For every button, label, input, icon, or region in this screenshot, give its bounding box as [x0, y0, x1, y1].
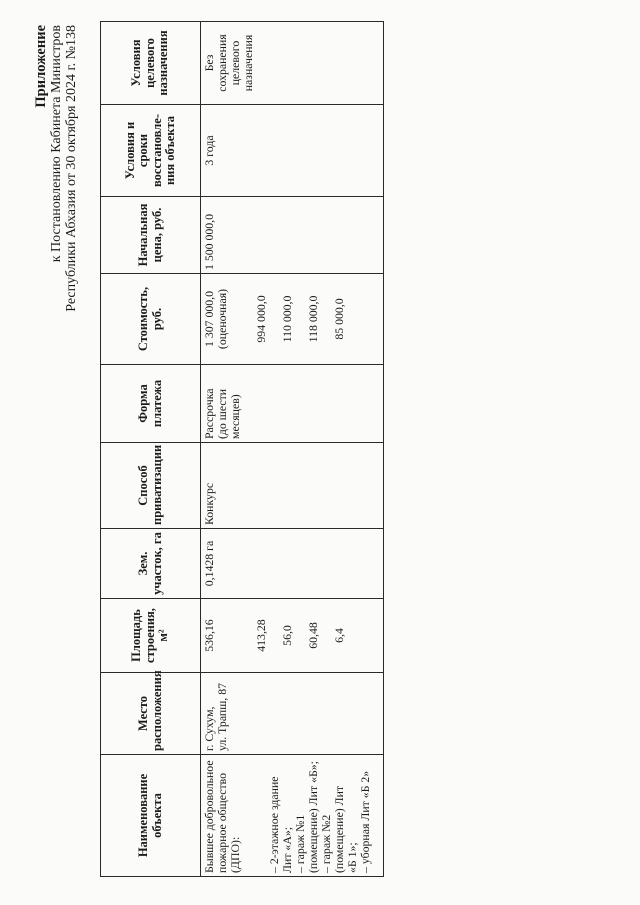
location-line: ул. Трапш, 87 [215, 683, 229, 751]
payment-line: Рассрочка [202, 388, 216, 439]
name-part-line: Лит «А»; [280, 826, 294, 873]
name-intro-line: (ДПО): [228, 836, 242, 873]
cell-method: Конкурс [201, 443, 384, 529]
cost-part: 110 000,0 [280, 295, 294, 343]
table-header-row [101, 22, 201, 877]
name-part-line: – гараж №1 [293, 814, 307, 873]
name-part-line: «Б 1»; [345, 842, 359, 873]
column-header-cost: Стоимость, руб. [101, 274, 201, 365]
payment-line: (до шести [215, 388, 229, 439]
column-header-payment: Форма платежа [101, 365, 201, 443]
area-total: 536,16 [202, 619, 216, 652]
name-intro-line: Бывшее добровольное [202, 760, 216, 873]
column-header-land: Зем. участок, га [101, 529, 201, 599]
decree-line-2: Республики Абхазия от 30 октября 2024 г. №138 [64, 25, 79, 312]
cost-part: 85 000,0 [332, 298, 346, 340]
appendix-title: Приложение [33, 25, 49, 108]
purpose-line: целевого [228, 40, 242, 86]
area-part: 6,4 [332, 628, 346, 643]
name-intro-line: пожарное общество [215, 772, 229, 873]
cell-area [201, 599, 384, 673]
decree-line-1: к Постановлению Кабинета Министров [49, 25, 64, 263]
cell-start-price: 1 500 000,0 [201, 197, 384, 274]
name-part-line: – уборная Лит «Б 2» [358, 770, 372, 873]
cell-payment [201, 365, 384, 443]
area-part: 56,0 [280, 625, 294, 646]
area-part: 60,48 [306, 622, 320, 649]
location-line: г. Сухум, [202, 706, 216, 751]
column-header-area: Площадь строения, м² [101, 599, 201, 673]
rotated-landscape-sheet [20, 15, 620, 885]
column-header-start-price: Начальная цена, руб. [101, 197, 201, 274]
name-part-line: (помещение) Лит «Б»; [306, 761, 320, 873]
purpose-line: назначения [241, 34, 255, 92]
payment-line: месяцев) [228, 394, 242, 439]
cell-land: 0,1428 га [201, 529, 384, 599]
document-header [34, 25, 79, 312]
name-part-line: – гараж №2 [319, 814, 333, 873]
column-header-method: Способ приватизации [101, 443, 201, 529]
purpose-line: Без [202, 54, 216, 72]
cost-part: 994 000,0 [254, 295, 268, 343]
table-row [201, 22, 384, 877]
column-header-purpose: Условия целевого назначения [101, 22, 201, 105]
area-part: 413,28 [254, 619, 268, 652]
column-header-name: Наименование объекта [101, 755, 201, 877]
cost-part: 118 000,0 [306, 295, 320, 343]
cost-total: 1 307 000,0 [202, 290, 216, 348]
column-header-location: Место расположения [101, 673, 201, 755]
cell-object-name [201, 755, 384, 877]
purpose-line: сохранения [215, 34, 229, 92]
privatization-table [100, 21, 384, 877]
cell-purpose [201, 22, 384, 105]
cell-location [201, 673, 384, 755]
name-part-line: (помещение) Лит [332, 785, 346, 873]
cell-cost [201, 274, 384, 365]
cost-total-note: (оценочная) [215, 288, 229, 350]
column-header-restoration: Условия и сроки восстановле-ния объекта [101, 105, 201, 197]
cell-restoration: 3 года [201, 105, 384, 197]
name-part-line: – 2-этажное здание [267, 776, 281, 873]
